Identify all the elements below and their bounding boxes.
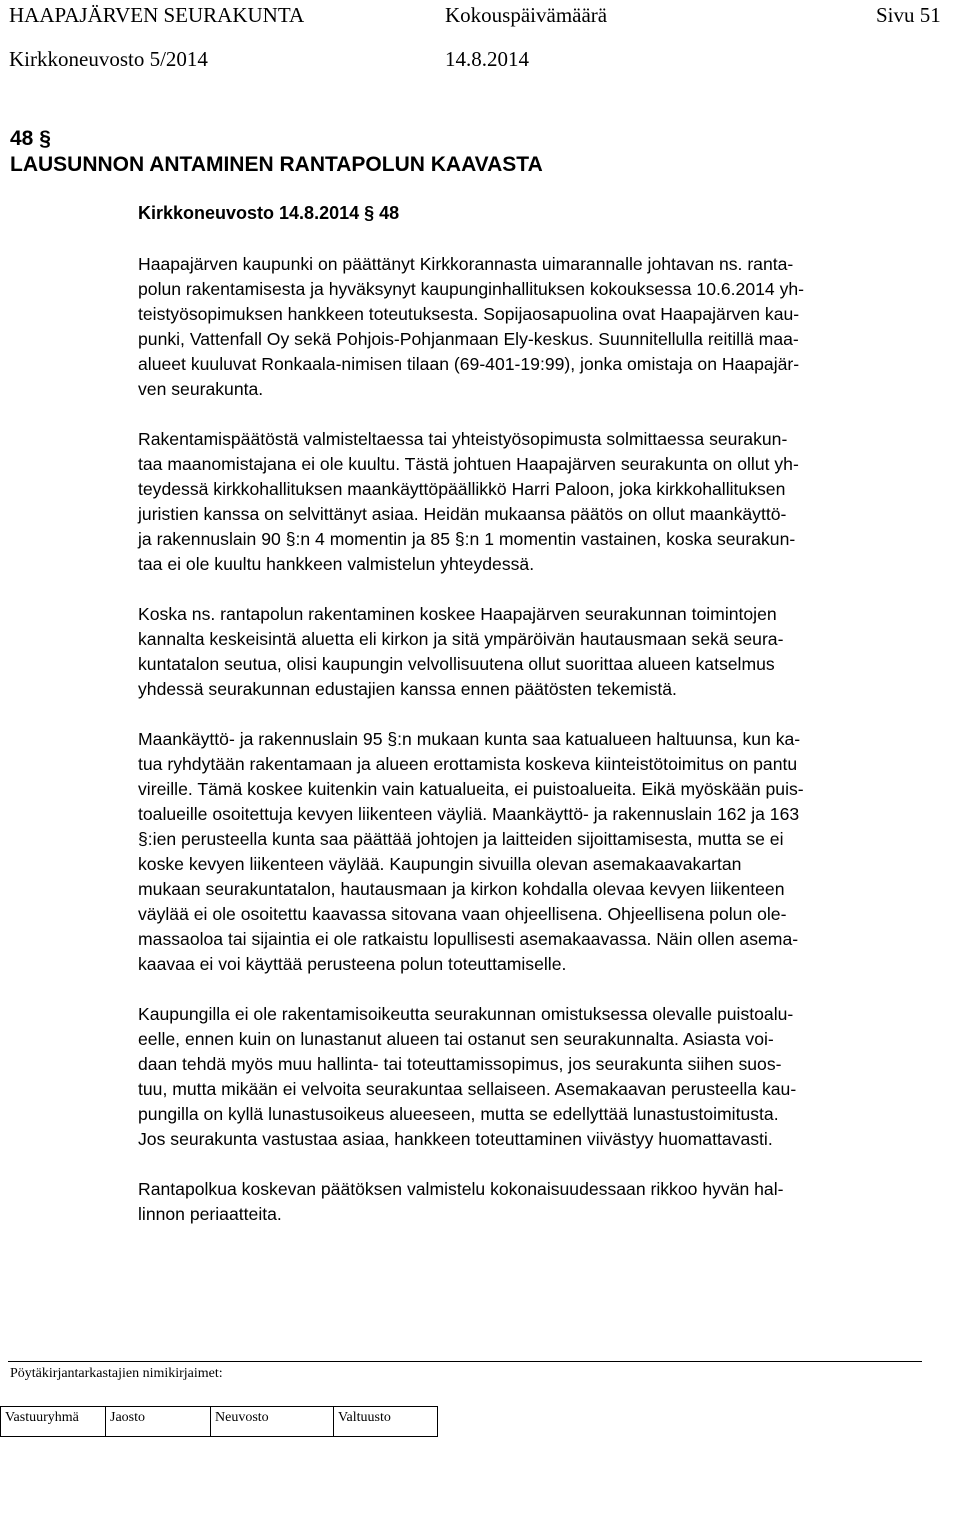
text-line: massaoloa tai sijaintia ei ole ratkaistu lopullisesti asemakaavassa. Näin ollen asema- <box>138 929 799 949</box>
approval-cell-valtuusto: Valtuusto <box>334 1407 438 1437</box>
paragraph <box>138 727 938 977</box>
text-line: Jos seurakunta vastustaa asiaa, hankkeen toteuttaminen viivästyy huomattavasti. <box>138 1129 773 1149</box>
text-line: koske kevyen liikenteen väylää. Kaupungin sivuilla olevan asemakaavakartan <box>138 854 742 874</box>
text-line: Maankäyttö- ja rakennuslain 95 §:n mukaan kunta saa katualueen haltuunsa, kun ka- <box>138 729 801 749</box>
text-line: kaavaa ei voi käyttää perusteena polun toteuttamiselle. <box>138 954 567 974</box>
text-line: juristien kanssa on selvittänyt asiaa. Heidän mukaansa päätös on ollut maankäyttö- <box>138 504 787 524</box>
signature-divider <box>8 1361 922 1362</box>
text-line: teistyösopimuksen hankkeen toteutuksesta. Sopijaosapuolina ovat Haapajärven kau- <box>138 304 800 324</box>
text-line: polun rakentamisesta ja hyväksynyt kaupunginhallituksen kokouksessa 10.6.2014 yh- <box>138 279 805 299</box>
meeting-date: 14.8.2014 <box>445 47 529 71</box>
text-line: ja rakennuslain 90 §:n 4 momentin ja 85 §:n 1 momentin vastainen, koska seurakun- <box>138 529 796 549</box>
text-line: linnon periaatteita. <box>138 1204 282 1224</box>
text-line: taa maanomistajana ei ole kuultu. Tästä johtuen Haapajärven seurakunta on ollut yh- <box>138 454 799 474</box>
text-line: Rakentamispäätöstä valmisteltaessa tai yhteistyösopimusta solmittaessa seurakun- <box>138 429 788 449</box>
text-line: taa ei ole kuultu hankkeen valmistelun yhteydessä. <box>138 554 535 574</box>
text-line: kuntatalon seutua, olisi kaupungin velvollisuutena ollut suorittaa alueen katselmus <box>138 654 775 674</box>
text-line: vireille. Tämä koskee kuitenkin vain katualueita, ei puistoalueita. Eikä myöskään puis- <box>138 779 804 799</box>
text-line: kannalta keskeisintä aluetta eli kirkon ja sitä ympäröivän hautausmaan sekä seura- <box>138 629 784 649</box>
section-number: 48 § <box>10 127 51 150</box>
section-title: LAUSUNNON ANTAMINEN RANTAPOLUN KAAVASTA <box>10 153 543 176</box>
text-line: ven seurakunta. <box>138 379 264 399</box>
text-line: tua ryhdytään rakentamaan ja alueen erottamista koskeva kiinteistötoimitus on pantu <box>138 754 798 774</box>
text-line: toalueille osoitettuja kevyen liikenteen väyliä. Maankäyttö- ja rakennuslain 162 ja 163 <box>138 804 800 824</box>
approval-table <box>0 1406 438 1437</box>
text-line: Haapajärven kaupunki on päättänyt Kirkkorannasta uimarannalle johtavan ns. ranta- <box>138 254 794 274</box>
text-line: alueet kuuluvat Ronkaala-nimisen tilaan (69-401-19:99), jonka omistaja on Haapajär- <box>138 354 800 374</box>
approval-cell-neuvosto: Neuvosto <box>211 1407 334 1437</box>
section-reference: Kirkkoneuvosto 14.8.2014 § 48 <box>138 203 400 223</box>
paragraph <box>138 1002 938 1152</box>
text-line: väylää ei ole osoitettu kaavassa sitovana vaan ohjeellisena. Ohjeellisena polun ole- <box>138 904 787 924</box>
text-line: teydessä kirkkohallituksen maankäyttöpäällikkö Harri Paloon, joka kirkkohallituksen <box>138 479 786 499</box>
text-line: Rantapolkua koskevan päätöksen valmistelu kokonaisuudessaan rikkoo hyvän hal- <box>138 1179 784 1199</box>
text-line: eelle, ennen kuin on lunastanut alueen tai ostanut sen seurakunnalta. Asiasta voi- <box>138 1029 774 1049</box>
meeting-name: Kirkkoneuvosto 5/2014 <box>9 47 208 71</box>
text-line: pungilla on kyllä lunastusoikeus alueeseen, mutta se edellyttää lunastustoimitusta. <box>138 1104 779 1124</box>
text-line: tuu, mutta mikään ei velvoita seurakuntaa sellaiseen. Asemakaavan perusteella kau- <box>138 1079 797 1099</box>
text-line: daan tehdä myös muu hallinta- tai toteuttamissopimus, jos seurakunta siihen suos- <box>138 1054 782 1074</box>
signature-label: Pöytäkirjantarkastajien nimikirjaimet: <box>10 1366 223 1381</box>
page-number: Sivu 51 <box>876 3 941 27</box>
organization-name: HAAPAJÄRVEN SEURAKUNTA <box>9 3 305 27</box>
text-line: Kaupungilla ei ole rakentamisoikeutta seurakunnan omistuksessa olevalle puistoalu- <box>138 1004 794 1024</box>
body-text <box>138 252 938 1252</box>
text-line: mukaan seurakuntatalon, hautausmaan ja kirkon kohdalla olevaa kevyen liikenteen <box>138 879 785 899</box>
approval-cell-vastuuryhma: Vastuuryhmä <box>1 1407 106 1437</box>
paragraph <box>138 602 938 702</box>
text-line: yhdessä seurakunnan edustajien kanssa ennen päätösten tekemistä. <box>138 679 677 699</box>
paragraph <box>138 252 938 402</box>
meeting-date-label: Kokouspäivämäärä <box>445 3 608 27</box>
text-line: punki, Vattenfall Oy sekä Pohjois-Pohjanmaan Ely-keskus. Suunnitellulla reitillä maa- <box>138 329 799 349</box>
paragraph <box>138 1177 938 1227</box>
approval-cell-jaosto: Jaosto <box>106 1407 211 1437</box>
text-line: §:ien perusteella kunta saa päättää johtojen ja laitteiden sijoittamisesta, mutta se ei <box>138 829 784 849</box>
paragraph <box>138 427 938 577</box>
text-line: Koska ns. rantapolun rakentaminen koskee Haapajärven seurakunnan toimintojen <box>138 604 777 624</box>
